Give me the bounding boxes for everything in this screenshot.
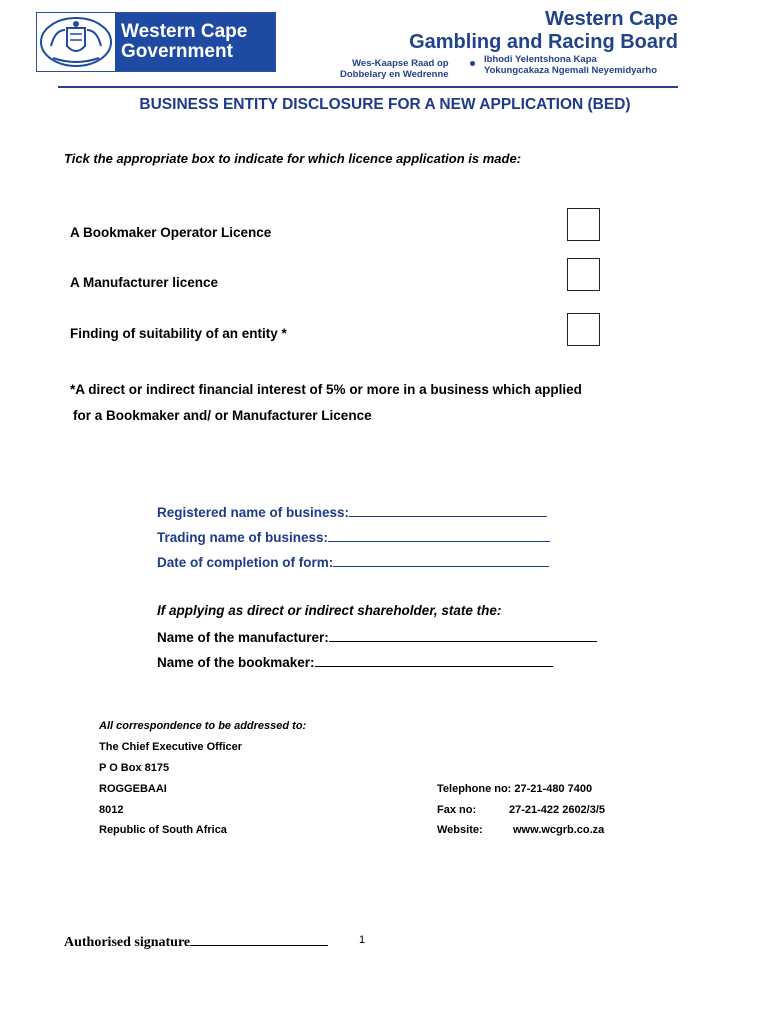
option-suitability-label: Finding of suitability of an entity * xyxy=(70,326,287,341)
footnote xyxy=(70,377,720,429)
address-line-2: P O Box 8175 xyxy=(99,762,170,774)
trading-name-input[interactable] xyxy=(328,528,550,542)
header-divider xyxy=(58,86,678,88)
registered-name-input[interactable] xyxy=(349,503,547,517)
document-title: BUSINESS ENTITY DISCLOSURE FOR A NEW APPLICATION (BED) xyxy=(139,96,631,113)
logo-line-1: Western Cape xyxy=(121,21,248,42)
board-subtitle-afrikaans xyxy=(340,58,449,80)
shareholder-heading: If applying as direct or indirect shareholder, state the: xyxy=(157,603,502,618)
telephone-text: Telephone no: 27-21-480 7400 xyxy=(437,783,593,795)
address-line-4: 8012 xyxy=(99,804,124,816)
checkbox-suitability[interactable] xyxy=(567,313,600,346)
address-line-3: ROGGEBAAI xyxy=(99,783,167,795)
board-title-line-1: Western Cape xyxy=(544,8,678,30)
fax-value: 27-21-422 2602/3/5 xyxy=(509,804,606,816)
instruction-text: Tick the appropriate box to indicate for which licence application is made: xyxy=(64,151,522,166)
trading-name-field xyxy=(157,528,550,545)
footnote-line-1: *A direct or indirect financial interest of 5% or more in a business which applied xyxy=(70,382,582,397)
xhosa-line-1: Ibhodi Yelentshona Kapa xyxy=(484,54,597,65)
logo-line-2: Government xyxy=(121,41,233,62)
afrikaans-line-2: Dobbelary en Wedrenne xyxy=(340,69,449,80)
checkbox-bookmaker[interactable] xyxy=(567,208,600,241)
logo-text xyxy=(121,22,247,62)
date-label: Date of completion of form: xyxy=(157,555,334,570)
bookmaker-field xyxy=(157,653,553,670)
separator-dot-icon xyxy=(470,61,475,66)
board-title-line-2: Gambling and Racing Board xyxy=(409,31,678,53)
signature-label: Authorised signature xyxy=(64,935,191,950)
manufacturer-label: Name of the manufacturer: xyxy=(157,630,329,645)
address-line-1: The Chief Executive Officer xyxy=(99,741,243,753)
option-bookmaker-label: A Bookmaker Operator Licence xyxy=(70,225,272,240)
western-cape-government-logo xyxy=(36,12,276,72)
manufacturer-input[interactable] xyxy=(329,628,597,642)
manufacturer-field xyxy=(157,628,597,645)
xhosa-line-2: Yokungcakaza Ngemali Neyemidyarho xyxy=(484,65,657,76)
option-manufacturer-label: A Manufacturer licence xyxy=(70,275,219,290)
registered-name-label: Registered name of business: xyxy=(157,505,350,520)
website-label: Website: xyxy=(437,824,483,836)
trading-name-label: Trading name of business: xyxy=(157,530,329,545)
signature-field xyxy=(64,932,328,951)
footnote-line-2: for a Bookmaker and/ or Manufacturer Licence xyxy=(73,408,372,423)
coat-of-arms-icon xyxy=(39,16,113,68)
address-heading: All correspondence to be addressed to: xyxy=(99,720,307,732)
bookmaker-label: Name of the bookmaker: xyxy=(157,655,315,670)
registered-name-field xyxy=(157,503,547,520)
checkbox-manufacturer[interactable] xyxy=(567,258,600,291)
address-line-5: Republic of South Africa xyxy=(99,824,227,836)
bookmaker-input[interactable] xyxy=(315,653,553,667)
board-subtitle-xhosa xyxy=(484,54,657,76)
date-field xyxy=(157,553,549,570)
board-title xyxy=(409,8,678,54)
date-input[interactable] xyxy=(333,553,549,567)
afrikaans-line-1: Wes-Kaapse Raad op xyxy=(352,58,449,69)
page-number: 1 xyxy=(359,934,366,946)
website-link[interactable]: www.wcgrb.co.za xyxy=(513,824,605,836)
signature-input[interactable] xyxy=(190,932,328,946)
fax-label: Fax no: xyxy=(437,804,477,816)
